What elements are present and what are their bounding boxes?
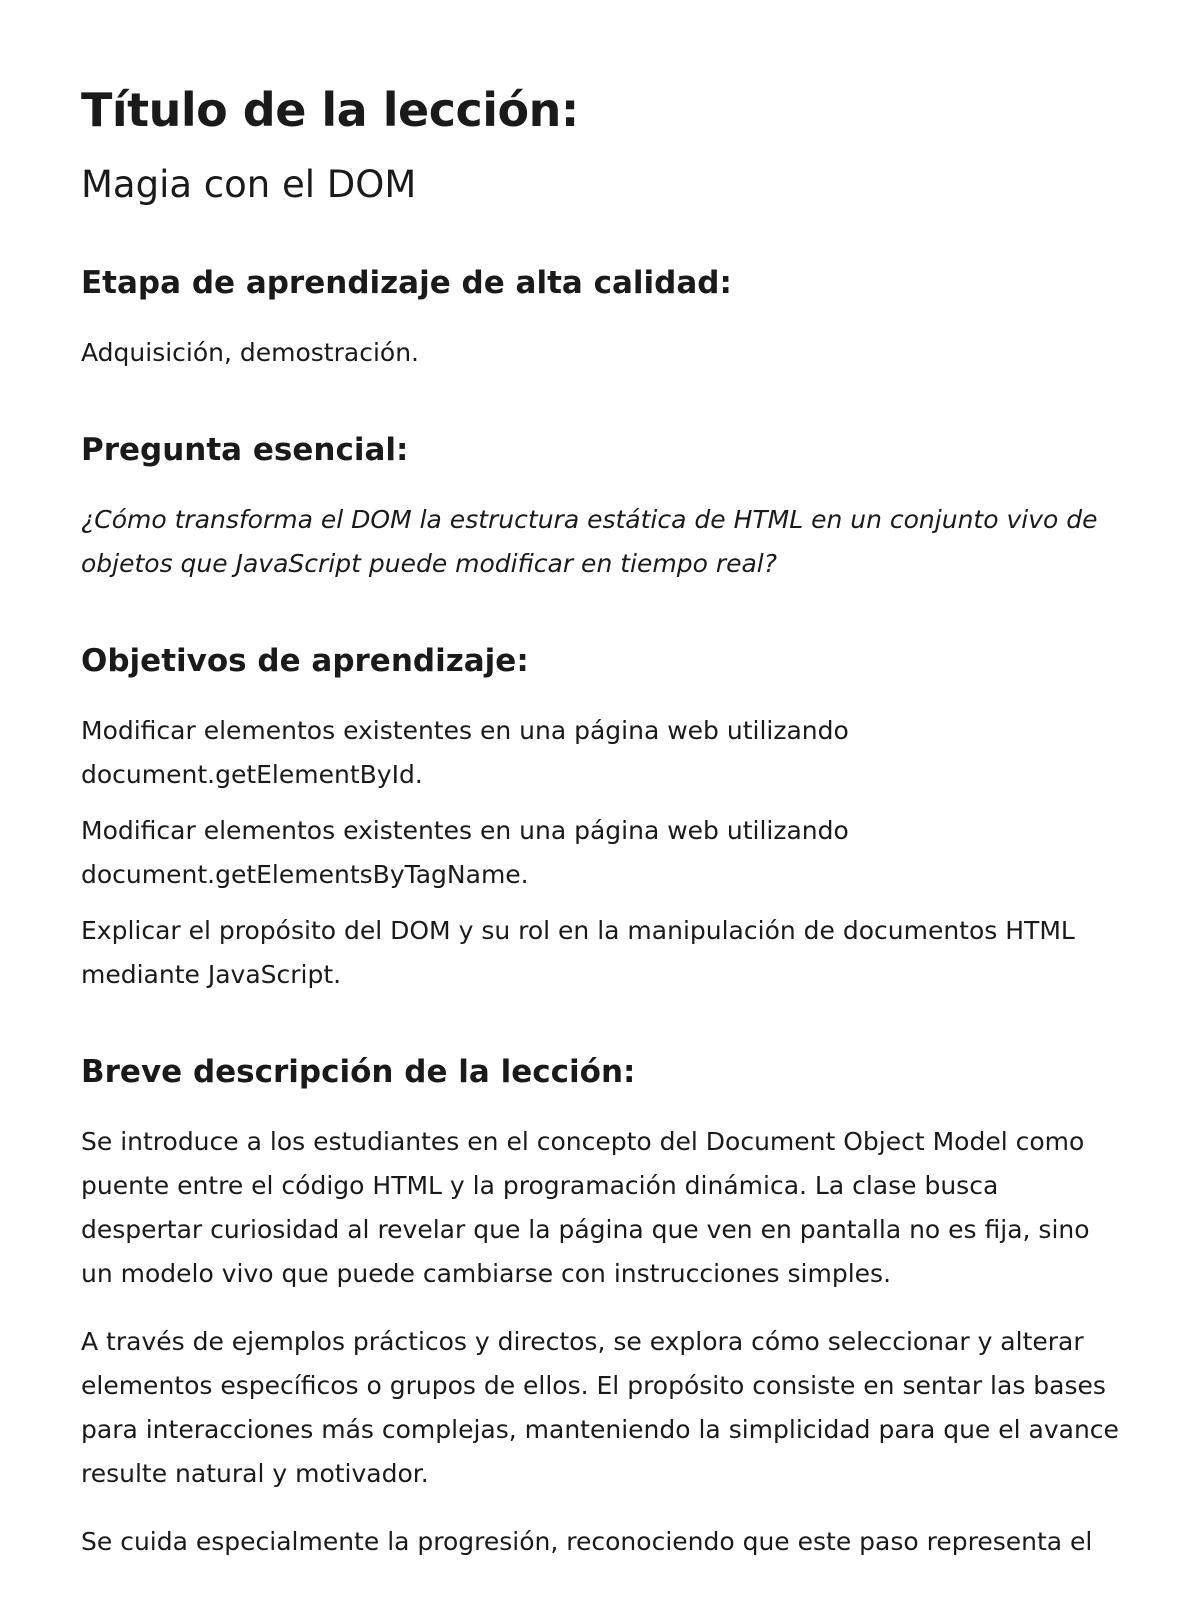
learning-stage-section [81,263,1121,375]
learning-objectives-heading: Objetivos de aprendizaje: [81,643,529,679]
description-paragraphs [81,1120,1121,1564]
lesson-content [81,82,1121,1564]
objective-item: Modificar elementos existentes en una página web utilizando document.getElementById. [81,716,849,789]
essential-question-section [81,430,1121,586]
description-paragraph: Se introduce a los estudiantes en el concepto del Document Object Model como puente entre el código HTML y la programación dinámica. La clase busca despertar curiosidad al revelar que la página que ven en pantalla no es fija, sino un modelo vivo que puede cambiarse con instrucciones simples. [81,1127,1090,1288]
description-paragraph: Se cuida especialmente la progresión, reconociendo que este paso representa el [81,1527,1093,1556]
description-paragraph: A través de ejemplos prácticos y directos, se explora cómo seleccionar y alterar elementos específicos o grupos de ellos. El propósito consiste en sentar las bases para interacciones más complejas, manteniendo la simplicidad para que el avance resulte natural y motivador. [81,1327,1119,1488]
lesson-description-heading: Breve descripción de la lección: [81,1054,636,1090]
lesson-title-label: Título de la lección: [81,83,579,137]
essential-question-heading: Pregunta esencial: [81,432,409,468]
learning-stage-text: Adquisición, demostración. [81,338,419,367]
objectives-list [81,709,1121,997]
essential-question-text: ¿Cómo transforma el DOM la estructura estática de HTML en un conjunto vivo de objetos que JavaScript puede modificar en tiempo real? [81,505,1098,578]
learning-stage-heading: Etapa de aprendizaje de alta calidad: [81,265,732,301]
learning-objectives-section [81,641,1121,997]
lesson-title: Magia con el DOM [81,163,417,206]
objective-item: Modificar elementos existentes en una página web utilizando document.getElementsByTagName. [81,816,849,889]
objective-item: Explicar el propósito del DOM y su rol en la manipulación de documentos HTML mediante JavaScript. [81,916,1075,989]
lesson-description-section [81,1052,1121,1564]
